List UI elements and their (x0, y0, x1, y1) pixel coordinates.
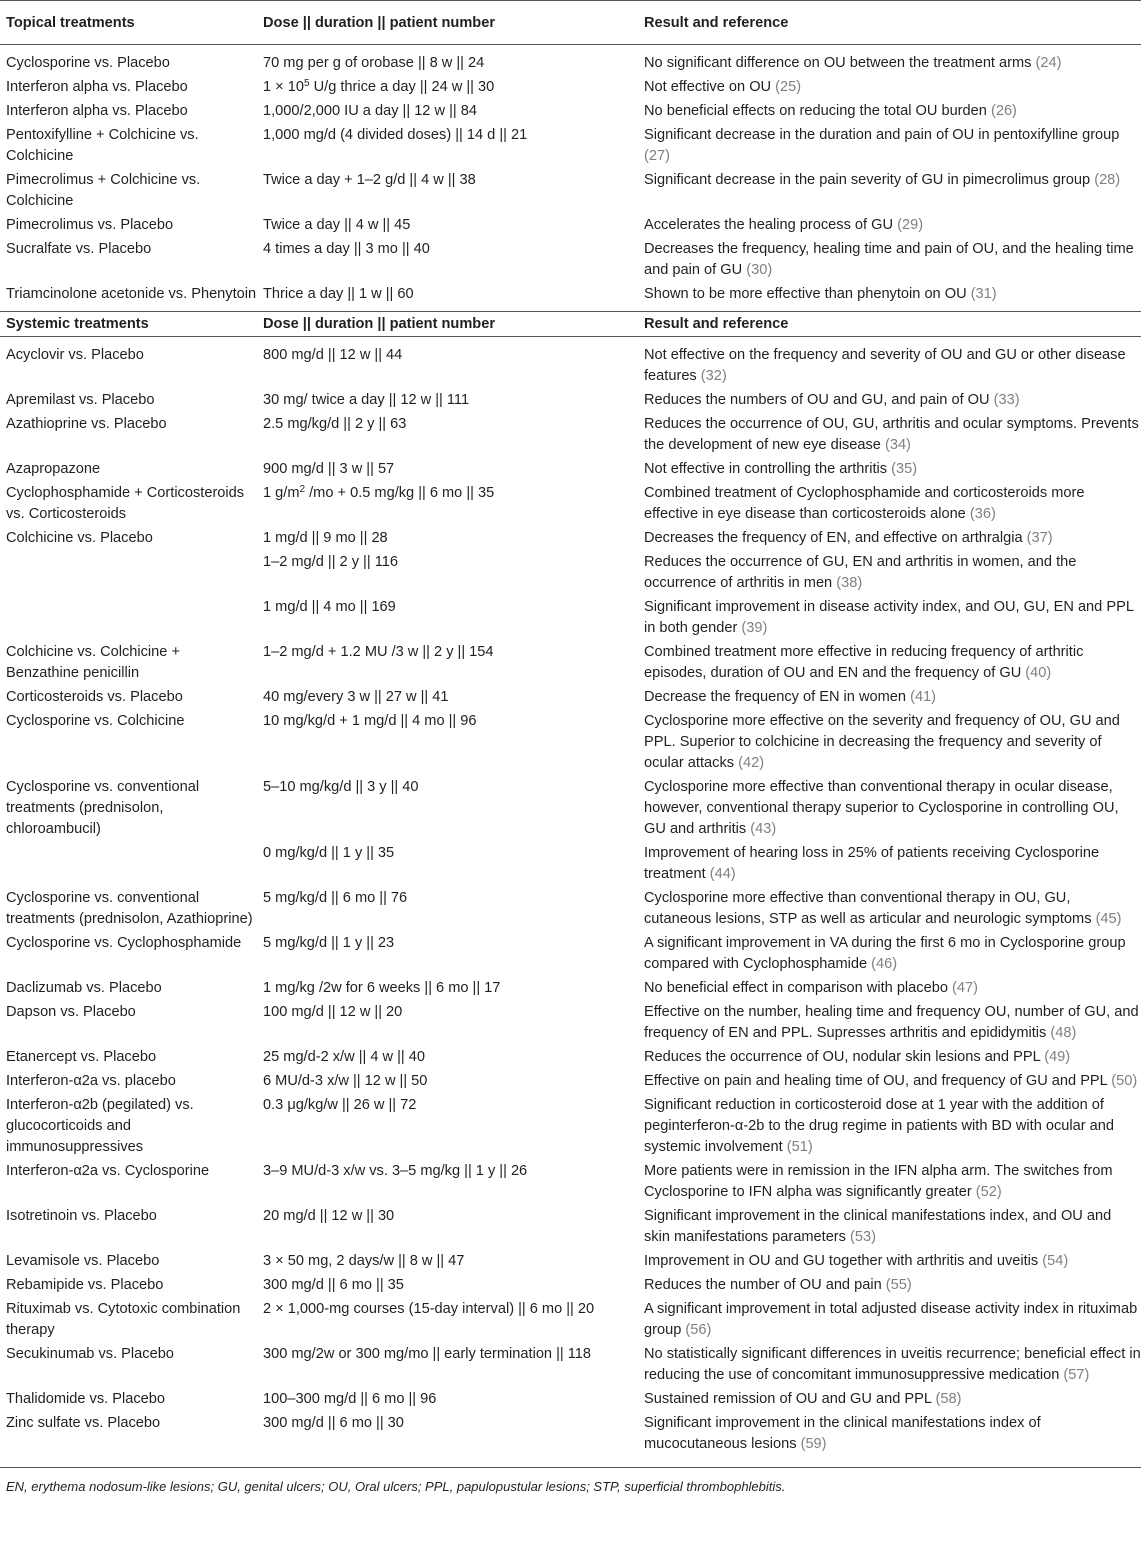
reference-link[interactable]: (34) (884, 437, 911, 453)
treatment-cell: Triamcinolone acetonide vs. Phenytoin (6, 286, 257, 302)
result-text: Sustained remission of OU and GU and PPL (644, 1391, 932, 1407)
reference-link[interactable]: (47) (952, 980, 978, 996)
reference-link[interactable]: (37) (1026, 530, 1053, 546)
treatment-cell: Cyclosporine vs. conventional treatments (prednisolon, Azathioprine) (6, 890, 253, 927)
result-cell (638, 412, 1141, 457)
result-text: Improvement of hearing loss in 25% of patients receiving Cyclosporine treatment (644, 845, 1100, 882)
treatment-cell: Colchicine vs. Placebo (6, 530, 153, 546)
result-text: More patients were in remission in the IFN alpha arm. The switches from Cyclosporine to IFN alpha was significantly greater (644, 1163, 1113, 1200)
treatment-cell: Zinc sulfate vs. Placebo (6, 1415, 161, 1431)
treatment-cell: Corticosteroids vs. Placebo (6, 689, 183, 705)
result-text: No beneficial effects on reducing the total OU burden (644, 103, 987, 119)
header-dose: Dose || duration || patient number (263, 316, 496, 332)
treatment-cell: Pimecrolimus + Colchicine vs. Colchicine (6, 172, 201, 209)
result-text: No significant difference on OU between the treatment arms (644, 55, 1032, 71)
dose-cell: 0 mg/kg/d || 1 y || 35 (263, 845, 395, 861)
reference-link[interactable]: (38) (836, 575, 863, 591)
reference-link[interactable]: (31) (970, 286, 997, 302)
result-cell (638, 709, 1141, 775)
treatment-cell: Colchicine vs. Colchicine + Benzathine penicillin (6, 644, 180, 681)
treatment-cell: Levamisole vs. Placebo (6, 1253, 160, 1269)
dose-cell: 6 MU/d-3 x/w || 12 w || 50 (263, 1073, 428, 1089)
reference-link[interactable]: (36) (969, 506, 996, 522)
reference-link[interactable]: (48) (1050, 1025, 1077, 1041)
dose-cell (257, 75, 638, 99)
reference-link[interactable]: (40) (1025, 665, 1052, 681)
table-row (0, 168, 1141, 213)
reference-link[interactable]: (32) (700, 368, 727, 384)
result-text: Reduces the numbers of OU and GU, and pain of OU (644, 392, 990, 408)
dose-text: 1 g/m (263, 485, 300, 501)
result-cell (638, 123, 1141, 168)
table-row (0, 1069, 1141, 1093)
dose-cell: 300 mg/2w or 300 mg/mo || early termination || 118 (263, 1346, 592, 1362)
header-treatment: Topical treatments (6, 15, 135, 31)
result-cell (638, 931, 1141, 976)
result-text: Improvement in OU and GU together with arthritis and uveitis (644, 1253, 1039, 1269)
result-cell (638, 1093, 1141, 1159)
reference-link[interactable]: (44) (709, 866, 736, 882)
treatment-cell: Azathioprine vs. Placebo (6, 416, 167, 432)
result-cell (638, 1204, 1141, 1249)
result-text: Significant improvement in disease activity index, and OU, GU, EN and PPL in both gender (644, 599, 1134, 636)
result-cell (638, 75, 1141, 99)
dose-cell: 30 mg/ twice a day || 12 w || 111 (263, 392, 470, 408)
table-row (0, 1411, 1141, 1463)
table-row (0, 412, 1141, 457)
reference-link[interactable]: (35) (891, 461, 918, 477)
result-cell (638, 1159, 1141, 1204)
result-cell (638, 213, 1141, 237)
dose-cell: 40 mg/every 3 w || 27 w || 41 (263, 689, 449, 705)
treatment-cell: Interferon alpha vs. Placebo (6, 103, 188, 119)
table-row (0, 388, 1141, 412)
reference-link[interactable]: (24) (1035, 55, 1062, 71)
treatment-cell: Interferon-α2a vs. placebo (6, 1073, 176, 1089)
table-row (0, 1387, 1141, 1411)
reference-link[interactable]: (54) (1042, 1253, 1069, 1269)
reference-link[interactable]: (41) (910, 689, 937, 705)
reference-link[interactable]: (42) (738, 755, 765, 771)
result-cell (638, 640, 1141, 685)
dose-cell: 5 mg/kg/d || 1 y || 23 (263, 935, 395, 951)
dose-cell: 0.3 μg/kg/w || 26 w || 72 (263, 1097, 417, 1113)
result-text: Reduces the occurrence of OU, GU, arthritis and ocular symptoms. Prevents the development of new eye disease (644, 416, 1139, 453)
result-text: Reduces the occurrence of GU, EN and arthritis in women, and the occurrence of arthritis in men (644, 554, 1077, 591)
result-cell (638, 337, 1141, 389)
table-row (0, 550, 1141, 595)
treatment-cell: Pentoxifylline + Colchicine vs. Colchicine (6, 127, 199, 164)
topical-header-row (0, 1, 1141, 45)
header-dose: Dose || duration || patient number (263, 15, 496, 31)
treatment-cell: Azapropazone (6, 461, 101, 477)
dose-cell: Thrice a day || 1 w || 60 (263, 286, 414, 302)
result-cell (638, 1411, 1141, 1463)
dose-cell: 300 mg/d || 6 mo || 35 (263, 1277, 404, 1293)
table-row (0, 1204, 1141, 1249)
dose-cell: 3 × 50 mg, 2 days/w || 8 w || 47 (263, 1253, 465, 1269)
result-cell (638, 550, 1141, 595)
table-row (0, 1297, 1141, 1342)
table-row (0, 841, 1141, 886)
treatment-cell: Etanercept vs. Placebo (6, 1049, 157, 1065)
result-cell (638, 388, 1141, 412)
dose-text: 1 × 10 (263, 79, 304, 95)
table-row (0, 45, 1141, 76)
reference-link[interactable]: (52) (975, 1184, 1002, 1200)
dose-cell: 4 times a day || 3 mo || 40 (263, 241, 430, 257)
systemic-header-row (0, 312, 1141, 337)
result-text: Not effective in controlling the arthritis (644, 461, 888, 477)
table-row (0, 481, 1141, 526)
dose-cell: 100 mg/d || 12 w || 20 (263, 1004, 403, 1020)
reference-link[interactable]: (27) (644, 148, 670, 164)
treatment-cell: Rituximab vs. Cytotoxic combination therapy (6, 1301, 241, 1338)
result-text: Cyclosporine more effective on the severity and frequency of OU, GU and PPL. Superior to colchicine in decreasing the frequency and severity of ocular attacks (644, 713, 1120, 771)
systemic-section (0, 337, 1141, 1464)
result-text: No beneficial effect in comparison with placebo (644, 980, 948, 996)
dose-cell: 5–10 mg/kg/d || 3 y || 40 (263, 779, 419, 795)
reference-link[interactable]: (57) (1063, 1367, 1090, 1383)
result-cell (638, 45, 1141, 76)
reference-link[interactable]: (43) (750, 821, 777, 837)
table-row (0, 237, 1141, 282)
result-text: Effective on the number, healing time and frequency OU, number of GU, and frequency of EN and PPL. Supresses arthritis and epididymitis (644, 1004, 1139, 1041)
result-cell (638, 1045, 1141, 1069)
table-row (0, 457, 1141, 481)
table-footnote: EN, erythema nodosum-like lesions; GU, genital ulcers; OU, Oral ulcers; PPL, papulopustular lesions; STP, superficial thrombophlebitis. (0, 1467, 1141, 1496)
result-cell (638, 775, 1141, 841)
table-row (0, 1045, 1141, 1069)
table-row (0, 1159, 1141, 1204)
reference-link[interactable]: (39) (741, 620, 768, 636)
dose-cell: 1 mg/d || 4 mo || 169 (263, 599, 396, 615)
result-cell (638, 1069, 1141, 1093)
topical-section (0, 45, 1141, 312)
result-cell (638, 457, 1141, 481)
result-text: Significant improvement in the clinical manifestations index of mucocutaneous lesions (644, 1415, 1041, 1452)
table-row (0, 1273, 1141, 1297)
reference-link[interactable]: (58) (935, 1391, 962, 1407)
table-row (0, 213, 1141, 237)
treatment-cell: Dapson vs. Placebo (6, 1004, 136, 1020)
reference-link[interactable]: (33) (993, 392, 1020, 408)
treatment-cell: Sucralfate vs. Placebo (6, 241, 152, 257)
result-text: Not effective on the frequency and severity of OU and GU or other disease features (644, 347, 1126, 384)
result-cell (638, 595, 1141, 640)
dose-cell (257, 481, 638, 526)
result-text: A significant improvement in VA during the first 6 mo in Cyclosporine group compared with Cyclophosphamide (644, 935, 1126, 972)
result-cell (638, 1000, 1141, 1045)
table-row (0, 886, 1141, 931)
result-text: Cyclosporine more effective than conventional therapy in OU, GU, cutaneous lesions, STP as well as articular and neurologic symptoms (644, 890, 1092, 927)
dose-cell: 2.5 mg/kg/d || 2 y || 63 (263, 416, 407, 432)
treatment-cell: Isotretinoin vs. Placebo (6, 1208, 157, 1224)
treatment-cell: Cyclosporine vs. Cyclophosphamide (6, 935, 242, 951)
reference-link[interactable]: (26) (990, 103, 1017, 119)
treatment-cell: Apremilast vs. Placebo (6, 392, 155, 408)
treatment-cell: Thalidomide vs. Placebo (6, 1391, 165, 1407)
dose-cell: 2 × 1,000-mg courses (15-day interval) || 6 mo || 20 (263, 1301, 595, 1317)
treatment-cell: Secukinumab vs. Placebo (6, 1346, 174, 1362)
result-text: Decreases the frequency, healing time and pain of OU, and the healing time and pain of GU (644, 241, 1134, 278)
treatment-cell: Pimecrolimus vs. Placebo (6, 217, 174, 233)
treatment-cell: Interferon-α2a vs. Cyclosporine (6, 1163, 210, 1179)
dose-exponent: 5 (303, 78, 310, 89)
header-treatment: Systemic treatments (6, 316, 149, 332)
dose-cell: Twice a day || 4 w || 45 (263, 217, 411, 233)
dose-exponent: 2 (299, 484, 306, 495)
treatment-cell: Cyclosporine vs. Placebo (6, 55, 170, 71)
table-row (0, 99, 1141, 123)
dose-cell: 5 mg/kg/d || 6 mo || 76 (263, 890, 408, 906)
table-row (0, 685, 1141, 709)
reference-link[interactable]: (46) (871, 956, 898, 972)
dose-cell: 70 mg per g of orobase || 8 w || 24 (263, 55, 485, 71)
dose-cell: 100–300 mg/d || 6 mo || 96 (263, 1391, 437, 1407)
table-row (0, 337, 1141, 389)
treatment-cell: Cyclosporine vs. Colchicine (6, 713, 185, 729)
dose-cell: 900 mg/d || 3 w || 57 (263, 461, 395, 477)
reference-link[interactable]: (51) (786, 1139, 813, 1155)
treatment-cell: Cyclosporine vs. conventional treatments (prednisolon, chloroambucil) (6, 779, 200, 837)
table-row (0, 709, 1141, 775)
dose-text: U/g thrice a day || 24 w || 30 (309, 79, 495, 95)
reference-link[interactable]: (45) (1095, 911, 1122, 927)
treatment-cell: Interferon alpha vs. Placebo (6, 79, 188, 95)
treatment-cell (0, 550, 257, 595)
reference-link[interactable]: (28) (1094, 172, 1121, 188)
dose-cell: 20 mg/d || 12 w || 30 (263, 1208, 395, 1224)
dose-cell: 300 mg/d || 6 mo || 30 (263, 1415, 404, 1431)
result-text: Reduces the number of OU and pain (644, 1277, 882, 1293)
result-text: Combined treatment of Cyclophosphamide and corticosteroids more effective in eye disease than corticosteroids alone (644, 485, 1085, 522)
header-result: Result and reference (644, 316, 789, 332)
result-cell (638, 1249, 1141, 1273)
result-text: Significant reduction in corticosteroid dose at 1 year with the addition of peginterferon-α-2b to the drug regime in patients with BD with ocular and systemic involvement (644, 1097, 1115, 1155)
dose-cell: 1,000 mg/d (4 divided doses) || 14 d || 21 (263, 127, 528, 143)
dose-cell: 3–9 MU/d-3 x/w vs. 3–5 mg/kg || 1 y || 26 (263, 1163, 528, 1179)
table-row (0, 640, 1141, 685)
dose-text: /mo + 0.5 mg/kg || 6 mo || 35 (305, 485, 495, 501)
result-cell (638, 685, 1141, 709)
result-cell (638, 237, 1141, 282)
result-text: Shown to be more effective than phenytoin on OU (644, 286, 967, 302)
result-cell (638, 976, 1141, 1000)
result-text: Not effective on OU (644, 79, 772, 95)
result-cell (638, 886, 1141, 931)
result-text: Significant decrease in the duration and pain of OU in pentoxifylline group (644, 127, 1120, 143)
dose-cell: 800 mg/d || 12 w || 44 (263, 347, 403, 363)
result-text: Reduces the occurrence of OU, nodular skin lesions and PPL (644, 1049, 1041, 1065)
result-text: Significant decrease in the pain severity of GU in pimecrolimus group (644, 172, 1091, 188)
reference-link[interactable]: (55) (885, 1277, 912, 1293)
reference-link[interactable]: (30) (746, 262, 773, 278)
table-row (0, 976, 1141, 1000)
result-cell (638, 1297, 1141, 1342)
dose-cell: 1–2 mg/d || 2 y || 116 (263, 554, 398, 570)
reference-link[interactable]: (29) (897, 217, 924, 233)
dose-cell: 10 mg/kg/d + 1 mg/d || 4 mo || 96 (263, 713, 477, 729)
dose-cell: 1,000/2,000 IU a day || 12 w || 84 (263, 103, 477, 119)
table-row (0, 1093, 1141, 1159)
table-row (0, 75, 1141, 99)
treatment-cell (0, 841, 257, 886)
result-text: A significant improvement in total adjusted disease activity index in rituximab group (644, 1301, 1138, 1338)
dose-cell: 25 mg/d-2 x/w || 4 w || 40 (263, 1049, 425, 1065)
table-row (0, 931, 1141, 976)
table-row (0, 775, 1141, 841)
dose-cell: Twice a day + 1–2 g/d || 4 w || 38 (263, 172, 476, 188)
treatment-cell: Rebamipide vs. Placebo (6, 1277, 164, 1293)
result-text: Decrease the frequency of EN in women (644, 689, 907, 705)
result-cell (638, 526, 1141, 550)
treatment-cell: Interferon-α2b (pegilated) vs. glucocorticoids and immunosuppressives (6, 1097, 194, 1155)
result-text: Effective on pain and healing time of OU, and frequency of GU and PPL (644, 1073, 1108, 1089)
treatment-cell: Daclizumab vs. Placebo (6, 980, 162, 996)
treatment-cell (0, 595, 257, 640)
reference-link[interactable]: (50) (1111, 1073, 1138, 1089)
result-cell (638, 168, 1141, 213)
result-cell (638, 1273, 1141, 1297)
result-text: Accelerates the healing process of GU (644, 217, 894, 233)
table-row (0, 595, 1141, 640)
result-cell (638, 841, 1141, 886)
reference-link[interactable]: (53) (850, 1229, 876, 1245)
table-row (0, 1249, 1141, 1273)
dose-cell: 1–2 mg/d + 1.2 MU /3 w || 2 y || 154 (263, 644, 494, 660)
reference-link[interactable]: (49) (1044, 1049, 1071, 1065)
table-row (0, 1000, 1141, 1045)
result-cell (638, 282, 1141, 312)
treatment-cell: Cyclophosphamide + Corticosteroids vs. Corticosteroids (6, 485, 245, 522)
result-cell (638, 481, 1141, 526)
result-text: Decreases the frequency of EN, and effective on arthralgia (644, 530, 1023, 546)
table-row (0, 123, 1141, 168)
table-row (0, 1342, 1141, 1387)
reference-link[interactable]: (56) (685, 1322, 712, 1338)
table-row (0, 282, 1141, 312)
dose-cell: 1 mg/kg /2w for 6 weeks || 6 mo || 17 (263, 980, 501, 996)
header-result: Result and reference (644, 15, 789, 31)
table-row (0, 526, 1141, 550)
dose-cell: 1 mg/d || 9 mo || 28 (263, 530, 388, 546)
result-text: Significant improvement in the clinical manifestations index, and OU and skin manifestations parameters (644, 1208, 1112, 1245)
result-cell (638, 99, 1141, 123)
reference-link[interactable]: (25) (775, 79, 802, 95)
result-cell (638, 1342, 1141, 1387)
result-text: Cyclosporine more effective than conventional therapy in ocular disease, however, conventional therapy superior to Cyclosporine in controlling OU, GU and arthritis (644, 779, 1119, 837)
reference-link[interactable]: (59) (800, 1436, 827, 1452)
treatment-cell: Acyclovir vs. Placebo (6, 347, 144, 363)
result-text: Combined treatment more effective in reducing frequency of arthritic episodes, duration of OU and EN and the frequency of GU (644, 644, 1084, 681)
result-text: No statistically significant differences in uveitis recurrence; beneficial effect in reducing the use of concomitant immunosuppressive medication (644, 1346, 1141, 1383)
result-cell (638, 1387, 1141, 1411)
